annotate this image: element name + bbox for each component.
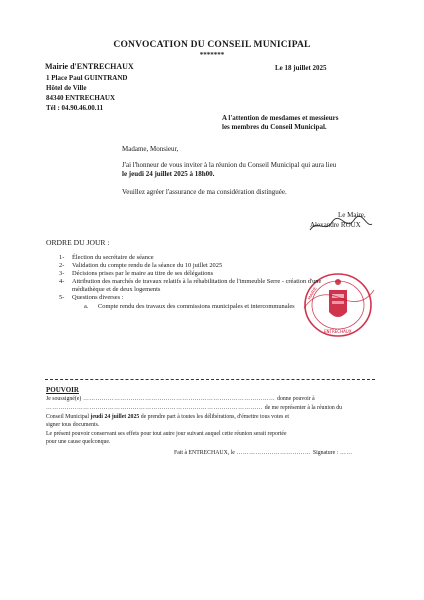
document-title: CONVOCATION DU CONSEIL MUNICIPAL — [113, 40, 311, 50]
recipient-line2: les membres du Conseil Municipal. — [222, 123, 327, 131]
svg-text:ENTRECHAUX: ENTRECHAUX — [324, 329, 352, 334]
pouvoir-representer: de me représenter à la réunion du — [264, 405, 343, 411]
agenda-item-5-number: 5- — [59, 294, 65, 301]
svg-text:MAIRIE: MAIRIE — [306, 285, 318, 301]
agenda-item-4: Attribution des marchés de travaux relatifs à la réhabilitation de l'immeuble Serre - création d'une — [72, 278, 322, 285]
pouvoir-meeting-date: jeudi 24 juillet 2025 — [90, 414, 140, 420]
agenda-item-1-number: 1- — [59, 254, 65, 261]
signature-title: Le Maire, — [338, 211, 366, 219]
agenda-item-3-number: 3- — [59, 270, 65, 277]
pouvoir-line1 — [46, 396, 315, 403]
agenda-item-4-number: 4- — [59, 278, 65, 285]
letter-intro: J'ai l'honneur de vous inviter à la réunion du Conseil Municipal qui aura lieu — [122, 161, 337, 169]
agenda-subitem-a-number: a. — [84, 303, 89, 310]
pouvoir-footer — [174, 450, 352, 457]
sender-phone: Tél : 04.90.46.00.11 — [46, 104, 104, 112]
date-fill-dots[interactable]: ……………………………… — [234, 450, 313, 456]
pouvoir-soussigne: Je soussigné(e) — [46, 396, 82, 402]
pouvoir-heading: POUVOIR — [46, 386, 79, 394]
agenda-item-5: Questions diverses : — [72, 294, 124, 301]
pouvoir-line5: Le présent pouvoir conservant ses effets pour tout autre jour suivant auquel cette réunion serait reportée — [46, 431, 287, 437]
pouvoir-fait-a: Fait à ENTRECHAUX, le — [174, 450, 235, 456]
recipient-line1: A l'attention de mesdames et messieurs — [222, 114, 339, 122]
agenda-heading: ORDRE DU JOUR : — [46, 238, 110, 247]
agenda-item-2: Validation du compte rendu de la séance du 10 juillet 2025 — [72, 262, 223, 269]
sender-address-line1: 1 Place Paul GUINTRAND — [46, 74, 128, 82]
signature-name: Alexandre ROUX — [310, 221, 361, 229]
pouvoir-signature-label: Signature : — [312, 450, 339, 456]
pouvoir-line3 — [46, 414, 289, 421]
agenda-item-3: Décisions prises par le maire au titre de ses délégations — [72, 270, 214, 277]
handwritten-signature — [306, 214, 376, 236]
agenda-item-4-continued: médiathèque et de deux logements — [72, 286, 161, 293]
agenda-item-1: Élection du secrétaire de séance — [72, 254, 154, 261]
pouvoir-separator — [45, 379, 375, 380]
meeting-date: le jeudi 24 juillet 2025 à 18h00. — [122, 170, 215, 178]
pouvoir-donne: donne pouvoir à — [277, 396, 315, 402]
pouvoir-line6: pour une cause quelconque. — [46, 439, 111, 445]
proxy-fill-dots[interactable]: …………………………………………………………………………………………… — [46, 405, 265, 411]
agenda-subitem-a: Compte rendu des travaux des commissions municipales et intercommunales — [98, 303, 295, 310]
pouvoir-line2 — [46, 405, 342, 412]
sender-name: Mairie d'ENTRECHAUX — [45, 62, 134, 71]
letter-date: Le 18 juillet 2025 — [275, 64, 327, 72]
agenda-item-2-number: 2- — [59, 262, 65, 269]
title-stars: ******* — [199, 51, 225, 59]
pouvoir-line4: signer tous documents. — [46, 422, 100, 428]
sender-address-line2: Hôtel de Ville — [46, 84, 87, 92]
pouvoir-conseil: Conseil Municipal — [46, 414, 89, 420]
pouvoir-deliberations: de prendre part à toutes les délibérations, d'émettre tous votes et — [140, 414, 290, 420]
signature-fill-dots[interactable]: …… — [338, 450, 353, 456]
sender-address-line3: 84340 ENTRECHAUX — [46, 94, 116, 102]
name-fill-dots[interactable]: ………………………………………………………………………………… — [81, 396, 278, 402]
letter-closing: Veuillez agréer l'assurance de ma considération distinguée. — [122, 188, 287, 196]
letter-greeting: Madame, Monsieur, — [122, 145, 179, 153]
